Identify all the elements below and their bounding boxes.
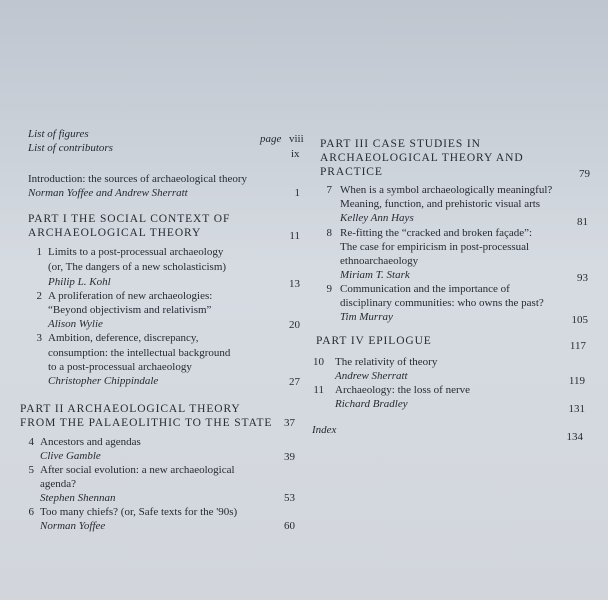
chapter-page: 39 xyxy=(284,451,295,463)
part2-page: 37 xyxy=(284,417,295,429)
chapter-page: 60 xyxy=(284,520,295,532)
chapter-page: 105 xyxy=(571,314,588,326)
chapter-author: Clive Gamble xyxy=(40,450,101,462)
chapter-number: 10 xyxy=(313,356,324,368)
chapter-number: 9 xyxy=(326,283,332,295)
chapter-number: 7 xyxy=(326,184,332,196)
intro-page: 1 xyxy=(294,187,300,199)
page-label: page xyxy=(260,133,282,145)
chapter-page: 27 xyxy=(289,376,300,388)
index-label: Index xyxy=(312,424,337,436)
chapter-author: Philip L. Kohl xyxy=(48,276,111,288)
chapter-author: Miriam T. Stark xyxy=(340,269,410,281)
part1-title-line1: PART I THE SOCIAL CONTEXT OF xyxy=(28,213,231,225)
chapter-author: Richard Bradley xyxy=(335,398,408,410)
chapter-page: 53 xyxy=(284,492,295,504)
part2-title-line1: PART II ARCHAEOLOGICAL THEORY xyxy=(20,403,241,415)
chapter-title-line: Limits to a post-processual archaeology xyxy=(48,246,224,258)
chapter-page: 81 xyxy=(577,216,588,228)
index-page: 134 xyxy=(566,431,583,443)
chapter-title-line: disciplinary communities: who owns the past? xyxy=(340,297,544,309)
part3-title-line1: PART III CASE STUDIES IN xyxy=(320,138,481,150)
intro-title: Introduction: the sources of archaeological theory xyxy=(28,173,248,185)
chapter-author: Norman Yoffee xyxy=(40,520,106,532)
contributors-page: ix xyxy=(291,148,300,160)
part3-page: 79 xyxy=(579,168,590,180)
chapter-number: 3 xyxy=(36,332,42,344)
chapter-title-line: After social evolution: a new archaeological xyxy=(40,464,235,476)
chapter-title-line: Archaeology: the loss of nerve xyxy=(335,384,471,396)
list-of-contributors-label: List of contributors xyxy=(28,142,113,154)
chapter-title-line: Too many chiefs? (or, Safe texts for the '90s) xyxy=(40,506,238,518)
chapter-author: Tim Murray xyxy=(340,311,393,323)
chapter-title-line: A proliferation of new archaeologies: xyxy=(48,290,213,302)
chapter-title-line: Meaning, function, and prehistoric visual arts xyxy=(340,198,541,210)
chapter-author: Alison Wylie xyxy=(48,318,103,330)
chapter-page: 131 xyxy=(568,403,585,415)
chapter-title-line: agenda? xyxy=(40,478,77,490)
chapter-title-line: The case for empiricism in post-processual xyxy=(340,241,530,253)
chapter-page: 119 xyxy=(568,375,585,387)
chapter-author: Christopher Chippindale xyxy=(48,375,159,387)
chapter-title-line: Ancestors and agendas xyxy=(40,436,141,448)
chapter-page: 93 xyxy=(577,272,588,284)
part1-page: 11 xyxy=(289,230,300,242)
chapter-number: 5 xyxy=(28,464,34,476)
list-of-figures-label: List of figures xyxy=(28,128,89,140)
part3-title-line3: PRACTICE xyxy=(320,166,383,178)
chapter-title-line: Ambition, deference, discrepancy, xyxy=(48,332,199,344)
chapter-title-line: Communication and the importance of xyxy=(340,283,510,295)
part4-title: PART IV EPILOGUE xyxy=(316,335,432,347)
chapter-author: Stephen Shennan xyxy=(40,492,116,504)
chapter-title-line: consumption: the intellectual background xyxy=(48,347,231,359)
chapter-number: 1 xyxy=(36,246,42,258)
chapter-title-line: to a post-processual archaeology xyxy=(48,361,192,373)
chapter-title-line: Re-fitting the “cracked and broken façade”: xyxy=(340,227,533,239)
chapter-title-line: (or, The dangers of a new scholasticism) xyxy=(48,261,227,273)
chapter-author: Andrew Sherratt xyxy=(335,370,408,382)
chapter-number: 2 xyxy=(36,290,42,302)
chapter-author: Kelley Ann Hays xyxy=(340,212,414,224)
chapter-page: 13 xyxy=(289,278,300,290)
chapter-page: 20 xyxy=(289,319,300,331)
chapter-title-line: The relativity of theory xyxy=(335,356,438,368)
intro-author: Norman Yoffee and Andrew Sherratt xyxy=(28,187,188,199)
figures-page: viii xyxy=(289,133,304,145)
chapter-number: 6 xyxy=(28,506,34,518)
chapter-number: 8 xyxy=(326,227,332,239)
chapter-number: 11 xyxy=(313,384,324,396)
part1-title-line2: ARCHAEOLOGICAL THEORY xyxy=(28,227,202,239)
chapter-title-line: ethnoarchaeology xyxy=(340,255,419,267)
chapter-title-line: “Beyond objectivism and relativism” xyxy=(48,304,212,316)
part3-title-line2: ARCHAEOLOGICAL THEORY AND xyxy=(320,152,524,164)
chapter-number: 4 xyxy=(28,436,34,448)
part4-page: 117 xyxy=(569,340,586,352)
part2-title-line2: FROM THE PALAEOLITHIC TO THE STATE xyxy=(20,417,273,429)
chapter-title-line: When is a symbol archaeologically meaningful? xyxy=(340,184,553,196)
